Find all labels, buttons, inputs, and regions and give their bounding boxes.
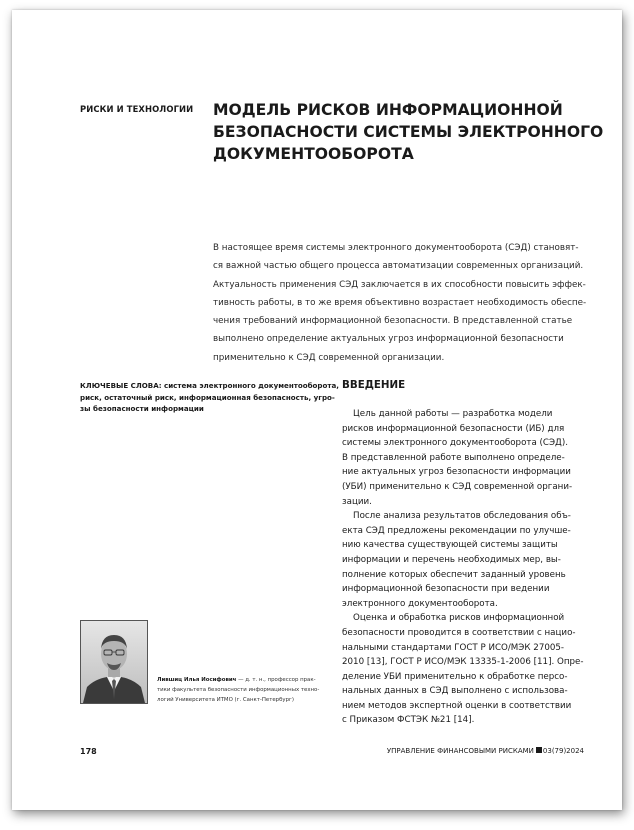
title-line: ДОКУМЕНТООБОРОТА — [213, 145, 414, 163]
abstract-line: выполнено определение актуальных угроз информационной безопасности — [213, 334, 564, 345]
abstract-line: В настоящее время системы электронного документооборота (СЭД) становят- — [213, 243, 579, 253]
journal-footer — [387, 747, 584, 755]
journal-name: УПРАВЛЕНИЕ ФИНАНСОВЫМИ РИСКАМИ — [386, 747, 534, 755]
section-label: РИСКИ И ТЕХНОЛОГИИ — [80, 104, 194, 114]
body-line: нием методов экспертной оценки в соответствии — [342, 700, 572, 711]
body-line: После анализа результатов обследования объ- — [342, 511, 571, 522]
title-line: МОДЕЛЬ РИСКОВ ИНФОРМАЦИОННОЙ — [213, 101, 563, 119]
abstract-line: ся важной частью общего процесса автоматизации современных организаций. — [213, 261, 584, 272]
body-line: полнение которых обеспечит заданный уровень — [342, 569, 566, 580]
body-line: информации и перечень необходимых мер, вы- — [342, 554, 561, 565]
keywords-line: зы безопасности информации — [80, 404, 204, 413]
author-line — [157, 675, 332, 685]
abstract-line: тивность работы, в то же время объективно возрастает необходимость обеспе- — [213, 297, 587, 308]
body-line: В представленной работе выполнено определе- — [342, 452, 565, 463]
body-line: нию качества существующей системы защиты — [342, 540, 558, 551]
body-line: Оценка и обработка рисков информационной — [342, 613, 565, 624]
keywords-line: КЛЮЧЕВЫЕ СЛОВА: система электронного документооборота, — [80, 381, 339, 390]
body-line: ние актуальных угроз безопасности информации — [342, 467, 571, 478]
author-info — [157, 675, 332, 706]
body-line: 2010 [13], ГОСТ Р ИСО/МЭК 13335-1-2006 [11]. Опре- — [342, 657, 584, 668]
introduction-heading: ВВЕДЕНИЕ — [342, 379, 406, 391]
body-line: (УБИ) применительно к СЭД современной органи- — [342, 481, 573, 492]
author-line: логий Университета ИТМО (г. Санкт-Петербург) — [157, 697, 294, 704]
introduction-body — [342, 407, 594, 728]
article-title — [213, 99, 604, 165]
journal-issue: 03(79)2024 — [542, 747, 584, 755]
journal-page — [12, 10, 622, 810]
body-line: Цель данной работы — разработка модели — [342, 409, 553, 419]
body-line: электронного документооборота. — [342, 598, 498, 609]
abstract-line: применительно к СЭД современной организации. — [213, 352, 445, 363]
abstract-line: чения требований информационной безопасности. В представленной статье — [213, 316, 573, 327]
author-line: тики факультета безопасности информационных техно- — [157, 687, 320, 694]
author-details: — д. т. н., профессор прак- — [236, 677, 316, 683]
abstract-line: Актуальность применения СЭД заключается в их способности повысить эффек- — [213, 279, 586, 290]
body-line: безопасности проводится в соответствии с нацио- — [342, 627, 576, 638]
body-line: деление УБИ применительно к обработке персо- — [342, 671, 568, 682]
author-photo — [80, 620, 148, 704]
body-line: системы электронного документооборота (СЭД). — [342, 438, 568, 449]
abstract — [213, 239, 593, 367]
square-bullet-icon — [536, 747, 542, 753]
keywords-line: риск, остаточный риск, информационная безопасность, угро- — [80, 392, 335, 402]
body-line: зации. — [342, 496, 372, 507]
author-portrait-icon — [81, 621, 147, 703]
body-line: нальных данных в СЭД выполнено с использова- — [342, 686, 568, 697]
keywords — [80, 380, 339, 415]
body-line: екта СЭД предложены рекомендации по улучше- — [342, 525, 571, 536]
body-line: информационной безопасности при ведении — [342, 584, 550, 595]
page-number: 178 — [80, 747, 97, 756]
author-name: Лившиц Илья Иосифович — [157, 677, 237, 683]
body-line: нальными стандартами ГОСТ Р ИСО/МЭК 27005- — [342, 642, 565, 653]
title-line: БЕЗОПАСНОСТИ СИСТЕМЫ ЭЛЕКТРОННОГО — [213, 123, 604, 141]
body-line: рисков информационной безопасности (ИБ) для — [342, 423, 565, 434]
body-line: с Приказом ФСТЭК №21 [14]. — [342, 715, 475, 726]
